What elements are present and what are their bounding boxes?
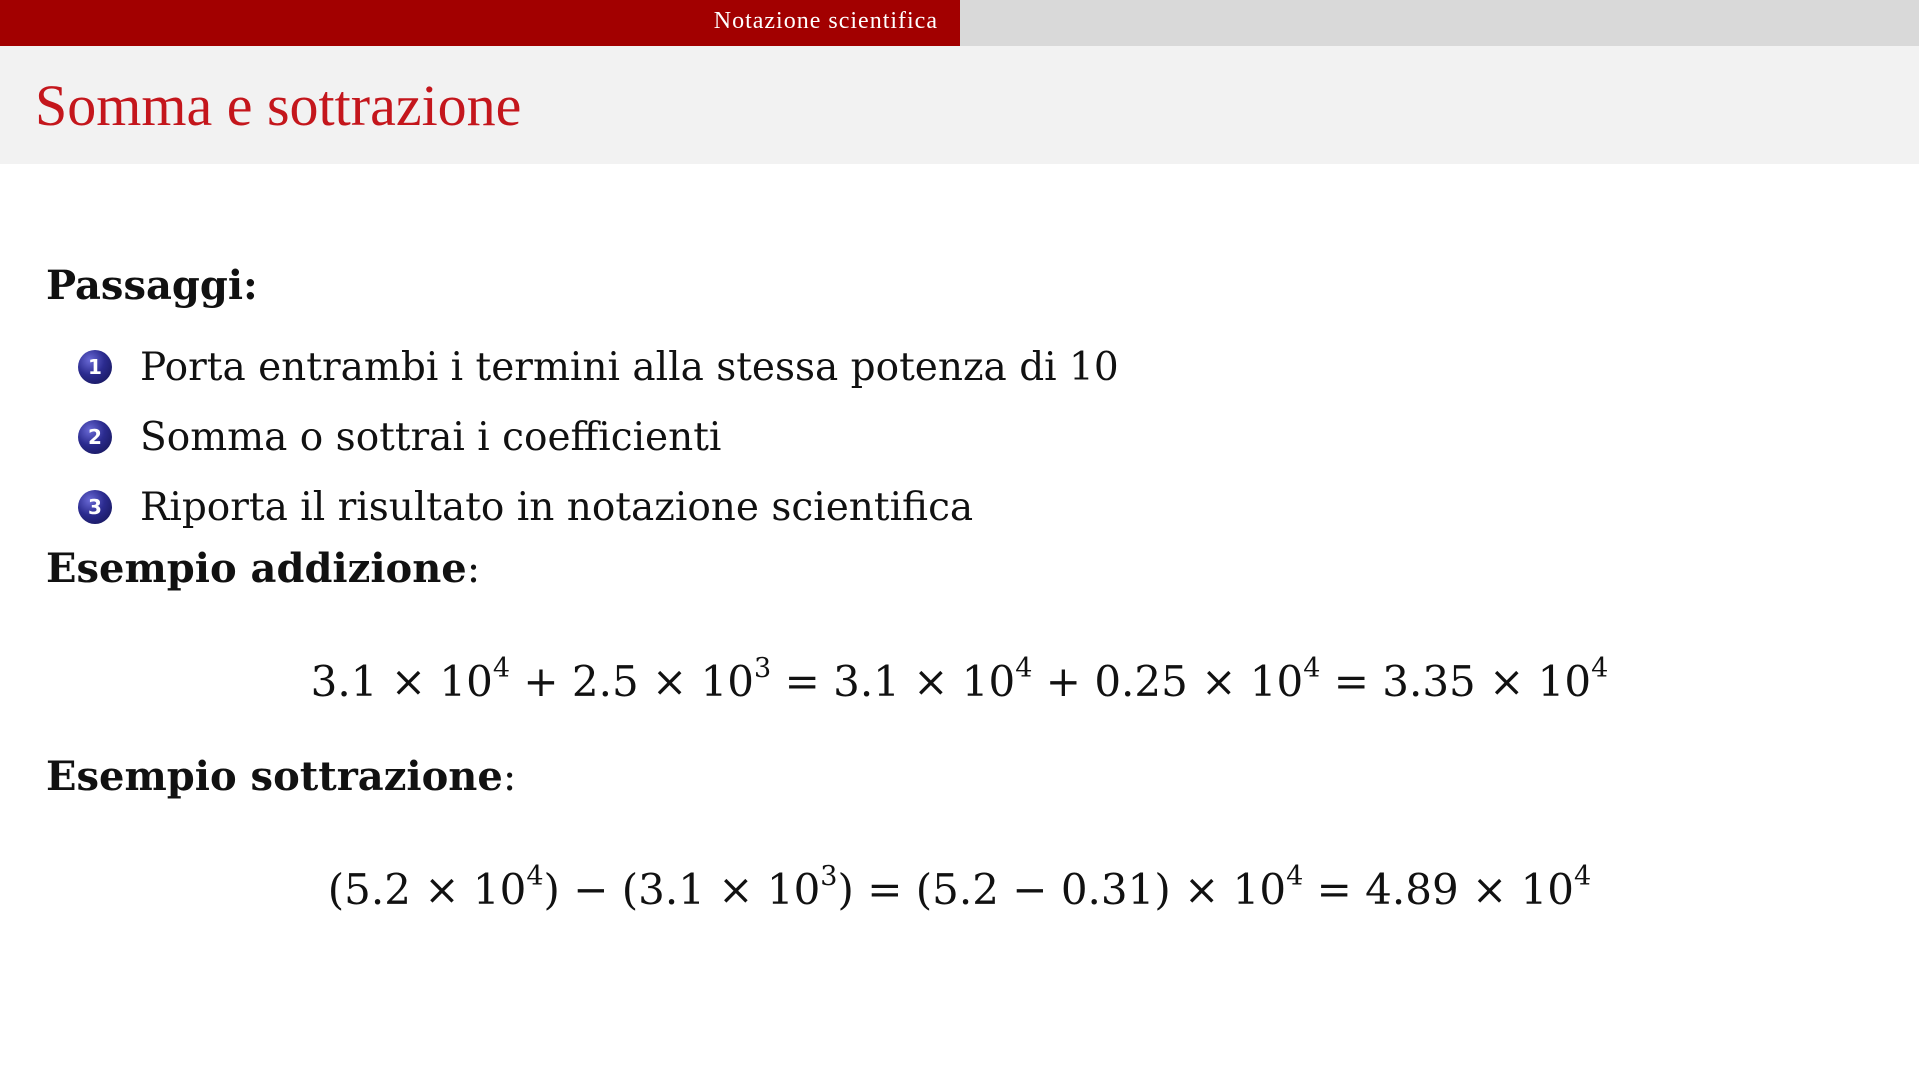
step-item: [78, 402, 1119, 472]
formula-exponent: 3: [754, 653, 772, 684]
formula-exponent: 4: [526, 861, 544, 892]
step-number-badge: 2: [78, 420, 112, 454]
step-text: Somma o sottrai i coefficienti: [140, 414, 722, 460]
step-text: Porta entrambi i termini alla stessa potenza di 10: [140, 344, 1119, 390]
formula-term: ) = (5.2 − 0.31) × 10: [837, 865, 1287, 914]
formula-exponent: 4: [1574, 861, 1592, 892]
formula-term: = 3.35 × 10: [1320, 657, 1592, 706]
header-bar: [0, 0, 1919, 46]
formula-exponent: 4: [1015, 653, 1033, 684]
step-text: Riporta il risultato in notazione scientifica: [140, 484, 974, 530]
title-bar: [0, 46, 1919, 164]
formula-term: ) − (3.1 × 10: [543, 865, 821, 914]
formula-term: + 2.5 × 10: [510, 657, 755, 706]
step-number-badge: 1: [78, 350, 112, 384]
subtraction-heading-text: Esempio sottrazione: [46, 753, 503, 800]
step-number-badge: 3: [78, 490, 112, 524]
steps-heading: Passaggi:: [46, 262, 258, 309]
formula-exponent: 4: [1303, 653, 1321, 684]
subtraction-heading: [46, 753, 516, 801]
steps-list: [78, 332, 1119, 542]
addition-formula: [0, 645, 1919, 710]
subtraction-heading-colon: :: [502, 754, 517, 800]
slide-title: Somma e sottrazione: [35, 73, 522, 138]
formula-exponent: 3: [820, 861, 838, 892]
formula-term: = 4.89 × 10: [1303, 865, 1575, 914]
addition-heading-colon: :: [466, 546, 481, 592]
formula-term: = 3.1 × 10: [771, 657, 1016, 706]
section-title: Notazione scientifica: [0, 0, 960, 46]
formula-term: (5.2 × 10: [327, 865, 527, 914]
formula-term: 3.1 × 10: [310, 657, 493, 706]
addition-heading: [46, 545, 480, 593]
step-item: [78, 332, 1119, 402]
formula-exponent: 4: [492, 653, 510, 684]
addition-heading-text: Esempio addizione: [46, 545, 467, 592]
subtraction-formula: [0, 853, 1919, 918]
formula-exponent: 4: [1286, 861, 1304, 892]
formula-term: + 0.25 × 10: [1032, 657, 1304, 706]
formula-exponent: 4: [1591, 653, 1609, 684]
step-item: [78, 472, 1119, 542]
